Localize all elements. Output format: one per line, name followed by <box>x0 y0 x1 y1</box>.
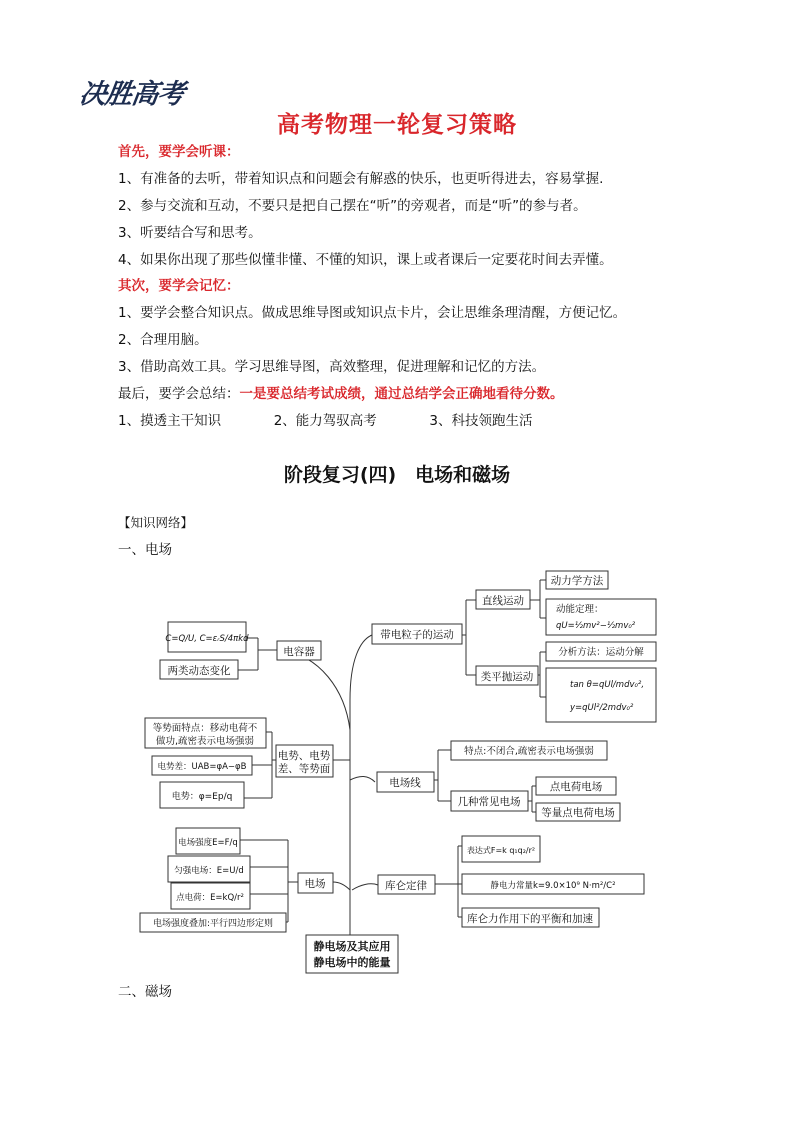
part-magnetic-field: 二、磁场 <box>118 984 172 1000</box>
projectile-formula-node <box>546 668 656 722</box>
memory-item-3: 3、借助高效工具。学习思维导图，高效整理，促进理解和记忆的方法。 <box>118 359 546 375</box>
potential-formula-text: 电势：φ=Ep/q <box>171 792 233 802</box>
potential-difference-text: 电势差：UAB=φA−φB <box>157 762 247 772</box>
knowledge-map <box>0 560 794 980</box>
e-definition-text: 电场强度E=F/q <box>178 838 238 848</box>
listen-heading: 首先，要学会听课： <box>118 144 240 160</box>
part-electric-field: 一、电场 <box>118 542 172 558</box>
equipotential-text-2: 做功,疏密表示电场强弱 <box>155 736 255 747</box>
balance-text: 库仑力作用下的平衡和加速 <box>467 913 593 925</box>
analysis-text: 分析方法：运动分解 <box>558 647 644 658</box>
listen-item-2: 2、参与交流和互动，不要只是把自己摆在“听”的旁观者，而是“听”的参与者。 <box>118 198 587 214</box>
e-uniform-text: 匀强电场：E=U/d <box>174 866 244 876</box>
coulomb-expr-text: 表达式F=k q₁q₂/r² <box>466 846 536 855</box>
projectile-text: 类平抛运动 <box>480 671 534 683</box>
logo-text: 决胜高考 <box>77 79 186 110</box>
potential-text-1: 电势、电势 <box>277 750 331 762</box>
y-formula-text: y=qUl²/2mdv₀² <box>570 703 634 713</box>
capacitor-formula-text: C=Q/U, C=εᵣS/4πkd <box>165 634 249 644</box>
charged-particle-text: 带电粒子的运动 <box>380 629 454 641</box>
summary-prefix: 最后，要学会总结： <box>118 386 240 402</box>
listen-item-4: 4、如果你出现了那些似懂非懂、不懂的知识，课上或者课后一定要花时间去弄懂。 <box>118 252 613 268</box>
tan-formula-text: tan θ=qUl/mdv₀², <box>570 680 645 690</box>
k-constant-text: 静电力常量k=9.0×10⁹ N·m²/C² <box>490 881 616 891</box>
memory-heading: 其次，要学会记忆： <box>118 278 240 294</box>
point-field-text: 点电荷电场 <box>549 781 603 793</box>
superposition-text: 电场强度叠加:平行四边形定则 <box>152 919 274 929</box>
memory-item-2: 2、合理用脑。 <box>118 332 208 348</box>
not-closed-text: 特点:不闭合,疏密表示电场强弱 <box>464 746 594 757</box>
equipotential-text-1: 等势面特点：移动电荷不 <box>152 723 258 734</box>
field-text: 电场 <box>304 878 326 890</box>
common-fields-text: 几种常见电场 <box>457 796 521 808</box>
capacitor-text: 电容器 <box>283 646 315 658</box>
linear-motion-text: 直线运动 <box>482 595 524 607</box>
root-text-1: 静电场及其应用 <box>313 940 391 953</box>
goal-1: 1、摸透主干知识 <box>118 413 222 429</box>
kinetic-formula-text: qU=½mv²−½mv₀² <box>556 621 636 631</box>
section-title: 阶段复习(四) 电场和磁场 <box>283 464 511 486</box>
equal-field-text: 等量点电荷电场 <box>541 807 615 819</box>
knowledge-network-label: 【知识网络】 <box>118 515 194 530</box>
e-point-text: 点电荷：E=kQ/r² <box>176 893 244 903</box>
field-line-text: 电场线 <box>389 777 421 789</box>
listen-item-3: 3、听要结合写和思考。 <box>118 225 262 241</box>
listen-item-1: 1、有准备的去听，带着知识点和问题会有解惑的快乐，也更听得进去，容易掌握. <box>118 171 604 187</box>
potential-text-2: 差、等势面 <box>277 763 331 775</box>
coulomb-text: 库仑定律 <box>385 880 427 892</box>
dynamics-text: 动力学方法 <box>550 575 604 587</box>
capacitor-dynamic-text: 两类动态变化 <box>167 665 231 677</box>
root-text-2: 静电场中的能量 <box>313 956 391 969</box>
memory-item-1: 1、要学会整合知识点。做成思维导图或知识点卡片，会让思维条理清醒，方便记忆。 <box>118 305 627 321</box>
goal-3: 3、科技领跑生活 <box>429 413 533 429</box>
goal-2: 2、能力驾驭高考 <box>273 413 377 429</box>
goals-line <box>118 412 532 430</box>
page-title: 高考物理一轮复习策略 <box>277 112 517 138</box>
summary-emphasis: 一是要总结考试成绩，通过总结学会正确地看待分数。 <box>239 386 564 402</box>
kinetic-label-text: 动能定理： <box>556 604 604 615</box>
summary-line <box>118 385 564 403</box>
